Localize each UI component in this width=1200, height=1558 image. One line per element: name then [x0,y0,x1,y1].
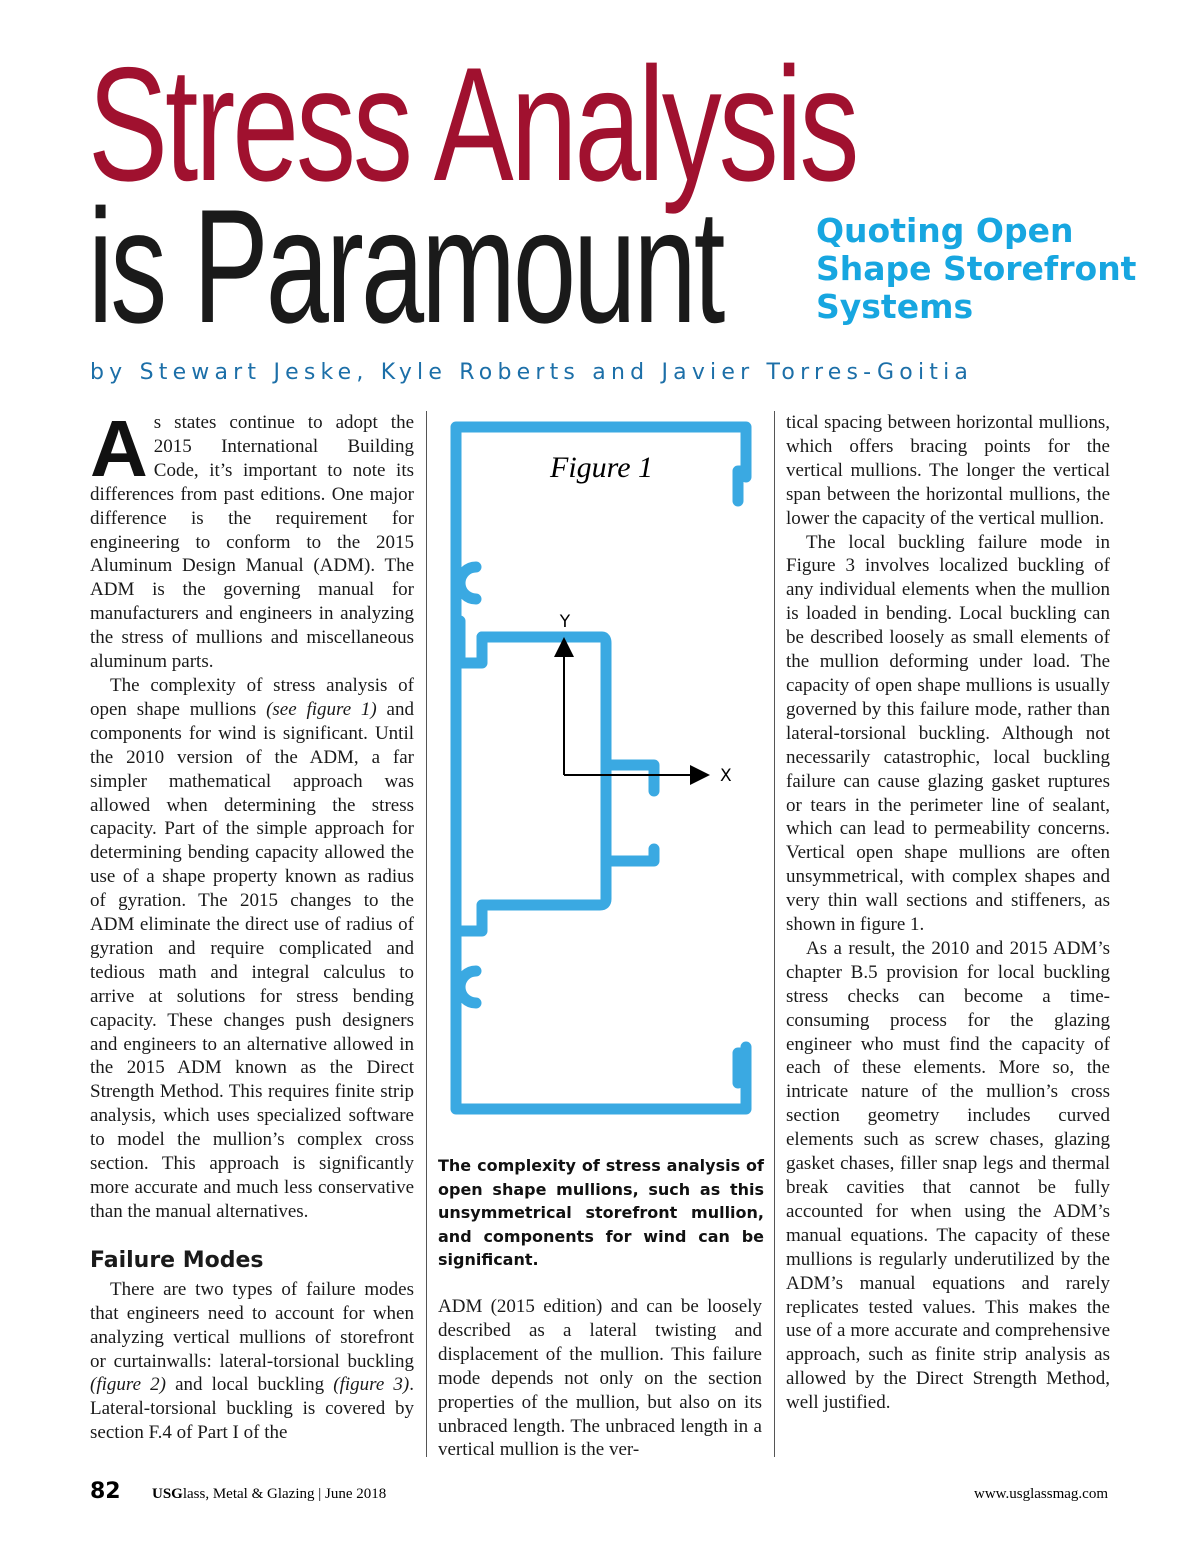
y-axis-label: Y [559,612,571,632]
paragraph-3-continued: ADM (2015 edition) and can be loosely described as a lateral twisting and displacement of the mullion. This failure mode depends not only on the section properties of the mullion, but also on its unbraced length. The unbraced length in a vertical mullion is the ver- [438,1296,762,1461]
title-line-1: Stress Analysis [88,34,857,215]
paragraph-3-text-b: and local buckling [165,1374,334,1396]
column-1 [90,404,414,1445]
figure-2-reference: (figure 2) [90,1374,166,1396]
title-line-2: is Paramount [88,176,723,357]
byline: by Stewart Jeske, Kyle Roberts and Javier Torres-Goitia [90,360,974,385]
paragraph-2-text-b: and components for wind is significant. Until the 2010 version of the ADM, a far simpler mathematical approach was allowed when determining the stress capacity. Part of the simple approach for determining bending capacity allowed the use of a shape property known as radius of gyration. The 2015 changes to the ADM eliminate the direct use of radius of gyration and require complicated and tedious math and integral calculus to arrive at solutions for stress bending capacity. These changes push designers and engineers to an alternative allowed in the 2015 ADM known as the Direct Strength Method. This requires finite strip analysis, which uses specialized software to model the mullion’s complex cross section. This approach is significantly more accurate and much less conservative than the manual alternatives. [90,698,414,1222]
figure-3-reference: (figure 3) [333,1374,410,1396]
section-heading-failure-modes: Failure Modes [90,1247,264,1273]
paragraph-3-text-c: . Lateral-torsional buckling is covered by section F.4 of Part I of the [90,1374,414,1444]
paragraph-2 [90,674,414,1224]
website-url: www.usglassmag.com [973,1486,1108,1502]
column-divider-right [774,411,775,1457]
column-3 [786,411,1110,1415]
figure-label: Figure 1 [550,451,654,484]
x-axis-label: X [720,766,732,786]
paragraph-3-text-a: There are two types of failure modes that engineers need to account for when analyzing vertical mullions of storefront or curtainwalls: lateral-torsional buckling [90,1278,414,1372]
intro-text: s states continue to adopt the 2015 International Building Code, it’s important to note its differences from past editions. One major difference is the requirement for engineering to conform to the 2015 Aluminum Design Manual (ADM). The ADM is the governing manual for manufacturers and engineers in analyzing the stress of mullions and miscellaneous aluminum parts. [90,412,414,673]
figure-reference: (see figure 1) [266,698,377,720]
figure-1-mullion-profile [438,405,764,1153]
paragraph-5: As a result, the 2010 and 2015 ADM’s chapter B.5 provision for local buckling stress checks can become a time-consuming process for the glazing engineer who must find the capacity of each of these elements. More so, the intricate nature of the mullion’s cross section geometry includes curved elements such as screw chases, glazing gasket chases, filler snap legs and thermal break cavities that cannot be fully accounted for when using the ADM’s manual equations. The capacity of these mullions is regularly underutilized by the ADM’s manual equations and rarely replicates tested values. This makes the use of a more accurate and comprehensive approach, such as finite strip analysis as allowed by the Direct Strength Method, well justified. [786,937,1110,1414]
drop-cap: A [90,404,148,493]
intro-paragraph [90,404,414,674]
publication-info [152,1486,386,1503]
paragraph-4: The local buckling failure mode in Figure 3 involves localized buckling of any individual elements when the mullion is loaded in bending. Local buckling can be described loosely as small elements of the mullion deforming under load. The capacity of open shape mullions is usually governed by this failure mode, rather than lateral-torsional buckling. Although not necessarily catastrophic, local buckling failure can cause glazing gasket ruptures or tears in the perimeter line of sealant, which can lead to permeability concerns. Vertical open shape mullions are often unsymmetrical, with complex shapes and very thin wall sections and stiffeners, as shown in figure 1. [786,531,1110,936]
column-divider-left [426,411,427,1457]
mullion-shape [456,427,746,1109]
paragraph-3-end: tical spacing between horizontal mullions, which offers bracing points for the vertical mullions. The longer the vertical span between the horizontal mullions, the lower the capacity of the vertical mullion. [786,412,1110,529]
column-2 [438,1295,762,1462]
publication-brand: USG [152,1486,183,1502]
paragraph-3 [90,1278,414,1445]
page-number: 82 [90,1479,121,1504]
publication-rest: lass, Metal & Glazing | June 2018 [182,1486,387,1502]
figure-caption: The complexity of stress analysis of open shape mullions, such as this unsymmetrical storefront mullion, and components for wind can be significant. [438,1156,764,1269]
subtitle: Quoting Open Shape Storefront Systems [816,211,1137,326]
paragraph-2-text-a: The complexity of stress analysis of open shape mullions [90,674,414,720]
